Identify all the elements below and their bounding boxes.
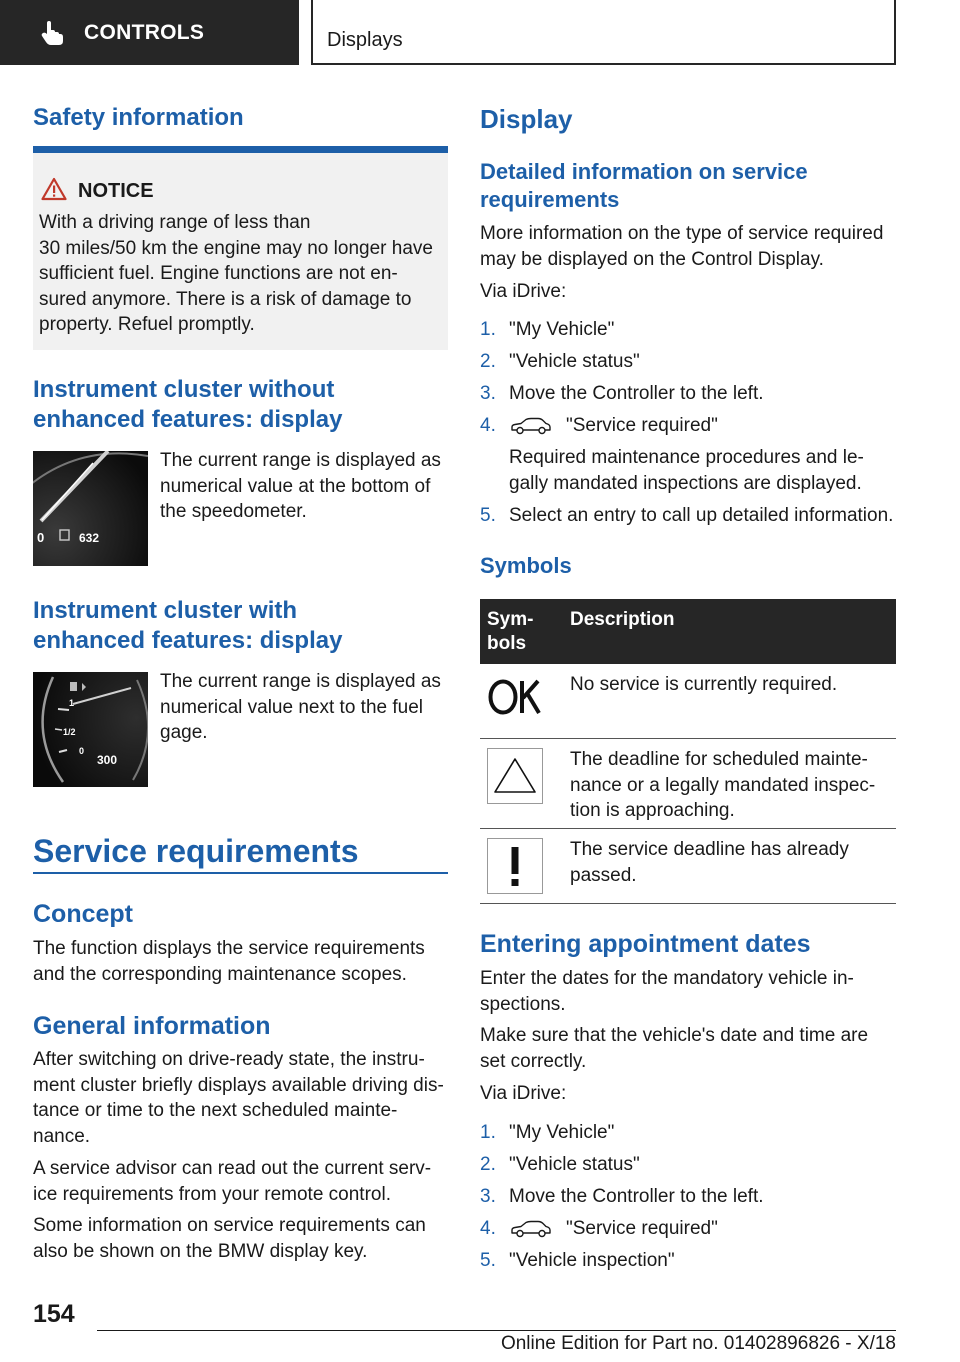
detailed-text: More information on the type of service required may be displayed on the Control Display. [480, 223, 884, 270]
chapter-tab[interactable] [0, 0, 299, 65]
fuel-gauge-image [33, 672, 148, 787]
list-item: 2. "Vehicle status" [480, 351, 640, 372]
notice-text: With a driving range of less than 30 miles/50 km the engine may no longer have sufficient fuel. Engine functions are not en‐ sured anymore. There is a risk of damage to property. Refuel promptly. [39, 212, 433, 335]
list-item: 4. "Service required" [480, 415, 718, 436]
car-icon [509, 1220, 553, 1238]
display-heading: Display [480, 104, 573, 134]
entering-heading: Entering appointment dates [480, 930, 811, 958]
list-item: 3. Move the Controller to the left. [480, 1186, 764, 1207]
section-header [311, 0, 896, 65]
svg-text:1: 1 [69, 698, 75, 708]
svg-text:632: 632 [79, 531, 100, 545]
list-item: 1. "My Vehicle" [480, 1122, 615, 1143]
without-heading: Instrument cluster without enhanced features: display [33, 376, 343, 433]
header-symbols: Sym‐ bols [487, 609, 534, 654]
table-row [480, 664, 896, 739]
header-description: Description [570, 609, 675, 630]
general-text-1: After switching on drive-ready state, the instru‐ ment cluster briefly displays available driving dis‐ tance or time to the next scheduled mainte‐ nance. [33, 1049, 444, 1147]
row-description: No service is currently required. [570, 674, 838, 695]
ok-icon [487, 676, 543, 722]
svg-text:0: 0 [37, 530, 45, 545]
table-row [480, 829, 896, 904]
hand-pointer-icon [40, 20, 66, 46]
general-heading: General information [33, 1012, 271, 1040]
svg-text:1/2: 1/2 [63, 727, 76, 737]
list-item: 1. "My Vehicle" [480, 319, 615, 340]
svg-text:300: 300 [97, 753, 118, 767]
list-item: gally mandated inspections are displayed. [509, 472, 862, 494]
footer-rule [97, 1330, 896, 1331]
exclamation-icon [487, 838, 543, 894]
table-header [480, 599, 896, 664]
via-idrive-label-2: Via iDrive: [480, 1083, 567, 1104]
safety-heading: Safety information [33, 104, 244, 131]
warning-triangle-icon [487, 748, 543, 804]
concept-text: The function displays the service requirements and the corresponding maintenance scopes. [33, 938, 425, 985]
warning-icon [41, 177, 67, 201]
page-number: 154 [33, 1300, 75, 1328]
steps-list-1 [480, 317, 900, 535]
section-label: Displays [327, 29, 403, 51]
entering-text-1: Enter the dates for the mandatory vehicle in‐ spections. [480, 968, 854, 1015]
service-heading: Service requirements [33, 833, 359, 869]
list-item: 2. "Vehicle status" [480, 1154, 640, 1175]
list-item: 4. "Service required" [480, 1218, 718, 1239]
list-item: 5. Select an entry to call up detailed information. [480, 504, 894, 526]
notice-title: NOTICE [78, 180, 154, 202]
table-row [480, 739, 896, 829]
svg-text:0: 0 [79, 746, 85, 756]
row-description: The deadline for scheduled mainte‐ nance or a legally mandated inspec‐ tion is approaching. [570, 749, 876, 821]
with-heading: Instrument cluster with enhanced features: display [33, 597, 343, 654]
general-text-2: A service advisor can read out the current serv‐ ice requirements from your remote control. [33, 1158, 432, 1205]
without-text: The current range is displayed as numerical value at the bottom of the speedometer. [160, 450, 441, 522]
general-text-3: Some information on service requirements can also be shown on the BMW display key. [33, 1215, 426, 1262]
car-icon [509, 417, 553, 435]
symbols-table [480, 599, 896, 904]
list-item: 3. Move the Controller to the left. [480, 383, 764, 404]
entering-text-2: Make sure that the vehicle's date and time are set correctly. [480, 1025, 869, 1072]
row-description: The service deadline has already passed. [570, 839, 849, 886]
footer-edition: Online Edition for Part no. 01402896826 - X/18 [500, 1333, 896, 1354]
via-idrive-label: Via iDrive: [480, 281, 567, 302]
concept-heading: Concept [33, 900, 133, 928]
list-item: 5. "Vehicle inspection" [480, 1250, 675, 1271]
notice-box [33, 146, 448, 350]
with-text: The current range is displayed as numerical value next to the fuel gage. [160, 671, 441, 743]
steps-list-2 [480, 1120, 900, 1280]
service-rule [33, 872, 448, 874]
symbols-heading: Symbols [480, 553, 572, 578]
chapter-label: CONTROLS [84, 20, 205, 44]
list-item: Required maintenance procedures and le‐ [509, 447, 864, 468]
detailed-heading: Detailed information on service requirements [480, 159, 808, 212]
speedometer-image [33, 451, 148, 566]
